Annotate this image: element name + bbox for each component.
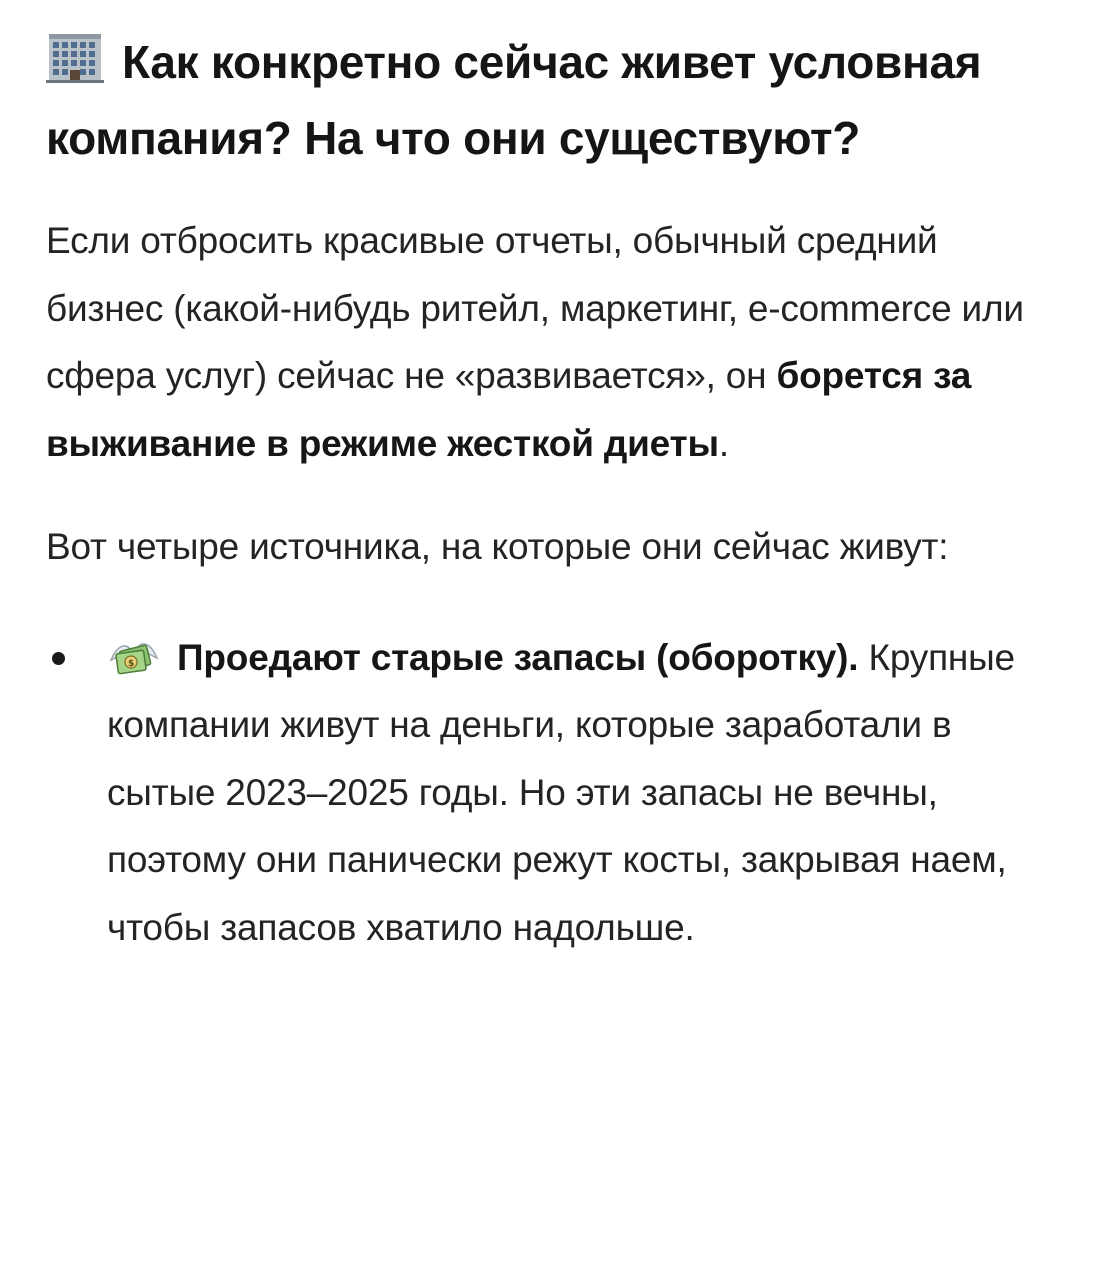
heading-text: Как конкретно сейчас живет условная компания? На что они существуют? [46,36,982,164]
intro-paragraph [46,207,1049,477]
intro-text: Если отбросить красивые отчеты, обычный средний бизнес (какой-нибудь ритейл, маркетинг, e-commerce или сфера услуг) сейчас не «развивается», он [46,220,1024,396]
money-with-wings-icon [107,632,161,678]
post-heading [46,24,1049,176]
list-item [46,624,1049,962]
intro-end-text: . [718,422,729,464]
bullet-icon [52,652,65,665]
sources-paragraph: Вот четыре источника, на которые они сейчас живут: [46,526,949,567]
office-building-icon [46,32,104,84]
svg-text:$: $ [127,658,135,669]
list-item-bold-text: Проедают старые запасы (оборотку). [177,636,859,678]
list-item-text: Крупные компании живут на деньги, которые заработали в сытые 2023–2025 годы. Но эти запасы не вечны, поэтому они панически режут косты, закрывая наем, чтобы запасов хватило надольше. [107,636,1015,948]
sources-list [46,624,1049,962]
intro-bold-text: борется за выживание в режиме жесткой диеты [46,355,972,464]
